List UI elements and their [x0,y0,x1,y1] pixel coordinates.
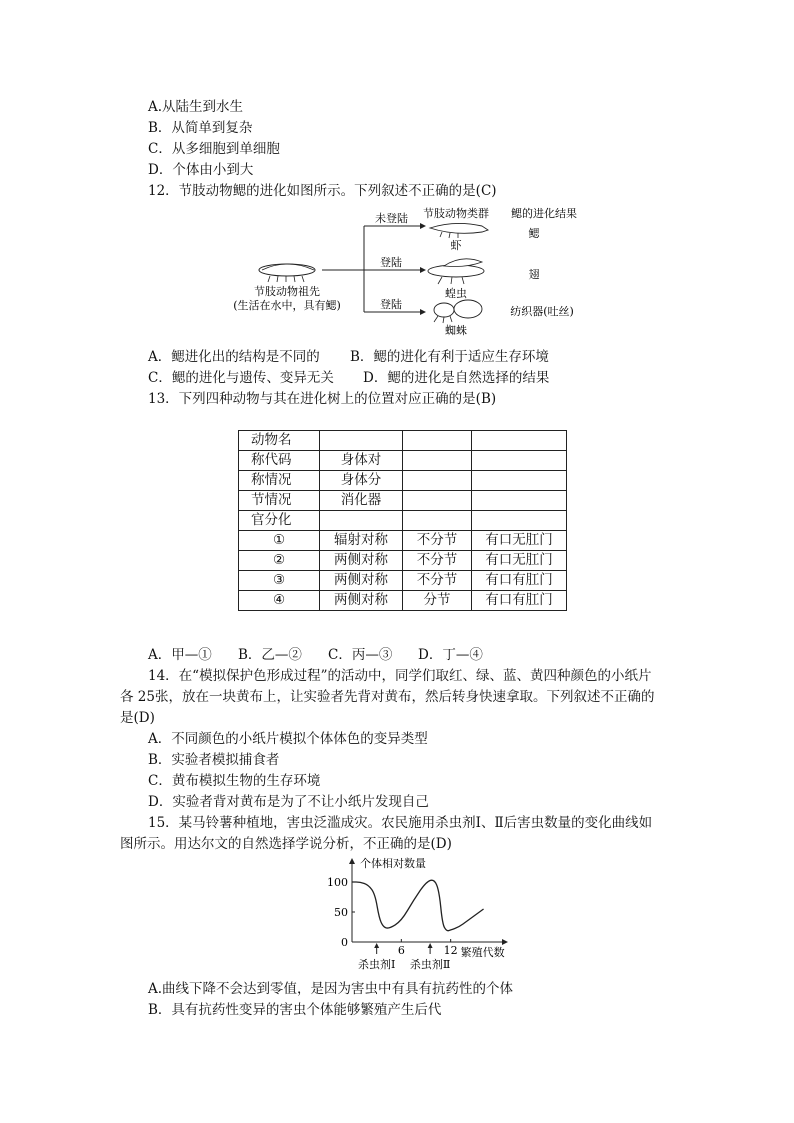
table-row [239,511,567,531]
table-cell: 有口无肛门 [472,551,567,571]
result-header: 鳃的进化结果 [511,207,577,220]
table-cell: 不分节 [403,531,472,551]
q14-stem-line-2: 各 25张，放在一块黄布上，让实验者先背对黄布，然后转身快速拿取。下列叙述不正确的 [120,689,655,705]
y-tick-label: 50 [334,906,348,919]
q12-option-b: B．鳃的进化有利于适应生存环境 [350,349,549,365]
table-cell [403,511,472,531]
animal-spider: 蜘蛛 [445,324,467,337]
table-cell: 辐射对称 [320,531,403,551]
q13-option-b: B．乙—② [238,647,302,663]
q13-option-a: A．甲—① [148,647,212,663]
table-row [239,571,567,591]
table-row [239,431,567,451]
q14-option-d: D．实验者背对黄布是为了不让小纸片发现自己 [148,794,429,810]
table-cell: 节情况 [239,491,320,511]
table-cell: 身体分 [320,471,403,491]
result-gill: 鳃 [528,227,540,240]
locust-icon [428,259,484,284]
animal-shrimp: 虾 [450,239,462,252]
table-cell: 动物名 [239,431,320,451]
q13-stem: 13．下列四种动物与其在进化树上的位置对应正确的是(B) [148,391,497,407]
q13-table [238,430,567,611]
q11-option-d: D．个体由小到大 [148,162,254,178]
table-cell: 有口无肛门 [472,531,567,551]
q14-stem-line-1: 14．在“模拟保护色形成过程”的活动中，同学们取红、绿、蓝、黄四种颜色的小纸片 [148,668,652,684]
group-header: 节肢动物类群 [423,207,489,220]
pest-population-chart [320,856,520,972]
table-cell: 称情况 [239,471,320,491]
q15-option-b: B．具有抗药性变异的害虫个体能够繁殖产生后代 [148,1002,442,1018]
q14-option-a: A．不同颜色的小纸片模拟个体体色的变异类型 [148,731,428,747]
insecticide-arrow-head [374,943,379,948]
q12-option-a: A．鳃进化出的结构是不同的 [148,349,320,365]
insecticide-arrow-head [428,943,433,948]
table-cell [320,431,403,451]
table-cell: 两侧对称 [320,551,403,571]
insecticide-label: 杀虫剂Ⅱ [409,958,451,971]
y-axis-arrow [349,858,355,864]
result-spinneret: 纺织器(吐丝) [510,305,574,318]
ancestor-arthropod-icon [259,264,315,282]
table-cell: 不分节 [403,571,472,591]
result-wing: 翅 [528,268,540,281]
table-cell [472,471,567,491]
table-cell [472,451,567,471]
table-cell: 分节 [403,591,472,611]
table-cell: 消化器 [320,491,403,511]
table-cell [320,511,403,531]
q12-option-d: D．鳃的进化是自然选择的结果 [363,370,550,386]
table-row [239,491,567,511]
q14-option-c: C．黄布模拟生物的生存环境 [148,773,321,789]
table-cell [403,431,472,451]
branch-1-path: 未登陆 [375,212,408,225]
table-cell: 官分化 [239,511,320,531]
q14-stem-line-3: 是(D) [120,710,155,726]
table-cell [472,491,567,511]
table-cell [403,491,472,511]
q15-stem-line-2: 图所示。用达尔文的自然选择学说分析，不正确的是(D) [120,836,452,852]
q13-option-d: D．丁—④ [418,647,483,663]
x-axis-label: 繁殖代数 [460,946,505,959]
branch-3-path: 登陆 [380,298,402,311]
table-row [239,551,567,571]
spider-icon [434,300,482,323]
table-row [239,451,567,471]
table-cell [472,511,567,531]
table-row [239,591,567,611]
table-cell: 有口有肛门 [472,571,567,591]
branch-2-path: 登陆 [380,256,402,269]
table-cell: 有口有肛门 [472,591,567,611]
table-cell: 不分节 [403,551,472,571]
table-cell: 两侧对称 [320,591,403,611]
y-tick-label: 100 [327,876,348,889]
table-cell: 称代码 [239,451,320,471]
q13-option-c: C．丙—③ [328,647,393,663]
x-tick-label: 6 [397,944,405,957]
ancestor-label: 节肢动物祖先 [254,285,320,298]
q15-option-a: A.曲线下降不会达到零值，是因为害虫中有具有抗药性的个体 [148,981,514,997]
q14-option-b: B．实验者模拟捕食者 [148,752,280,768]
table-cell: ② [239,551,320,571]
animal-locust: 蝗虫 [445,287,467,300]
table-row [239,471,567,491]
x-axis-arrow [502,939,508,945]
y-tick-label: 0 [341,936,348,949]
table-cell [472,431,567,451]
table-cell: 两侧对称 [320,571,403,591]
ancestor-note: (生活在水中，具有鳃) [233,299,341,312]
table-cell [403,451,472,471]
gill-evolution-diagram [230,204,600,344]
q11-option-b: B．从简单到复杂 [148,120,253,136]
table-row [239,531,567,551]
table-cell: ① [239,531,320,551]
q11-option-c: C．从多细胞到单细胞 [148,141,280,157]
q15-stem-line-1: 15．某马铃薯种植地，害虫泛滥成灾。农民施用杀虫剂Ⅰ、Ⅱ后害虫数量的变化曲线如 [148,815,653,831]
x-tick-label: 12 [443,944,458,957]
q12-option-c: C．鳃的进化与遗传、变异无关 [148,370,334,386]
table-cell: 身体对 [320,451,403,471]
table-cell: ④ [239,591,320,611]
table-cell: ③ [239,571,320,591]
q12-stem: 12．节肢动物鳃的进化如图所示。下列叙述不正确的是(C) [148,183,497,199]
shrimp-icon [430,223,488,238]
y-axis-label: 个体相对数量 [360,857,426,870]
population-curve [352,880,484,930]
table-cell [403,471,472,491]
q11-option-a: A.从陆生到水生 [148,99,244,115]
insecticide-label: 杀虫剂Ⅰ [357,958,396,971]
